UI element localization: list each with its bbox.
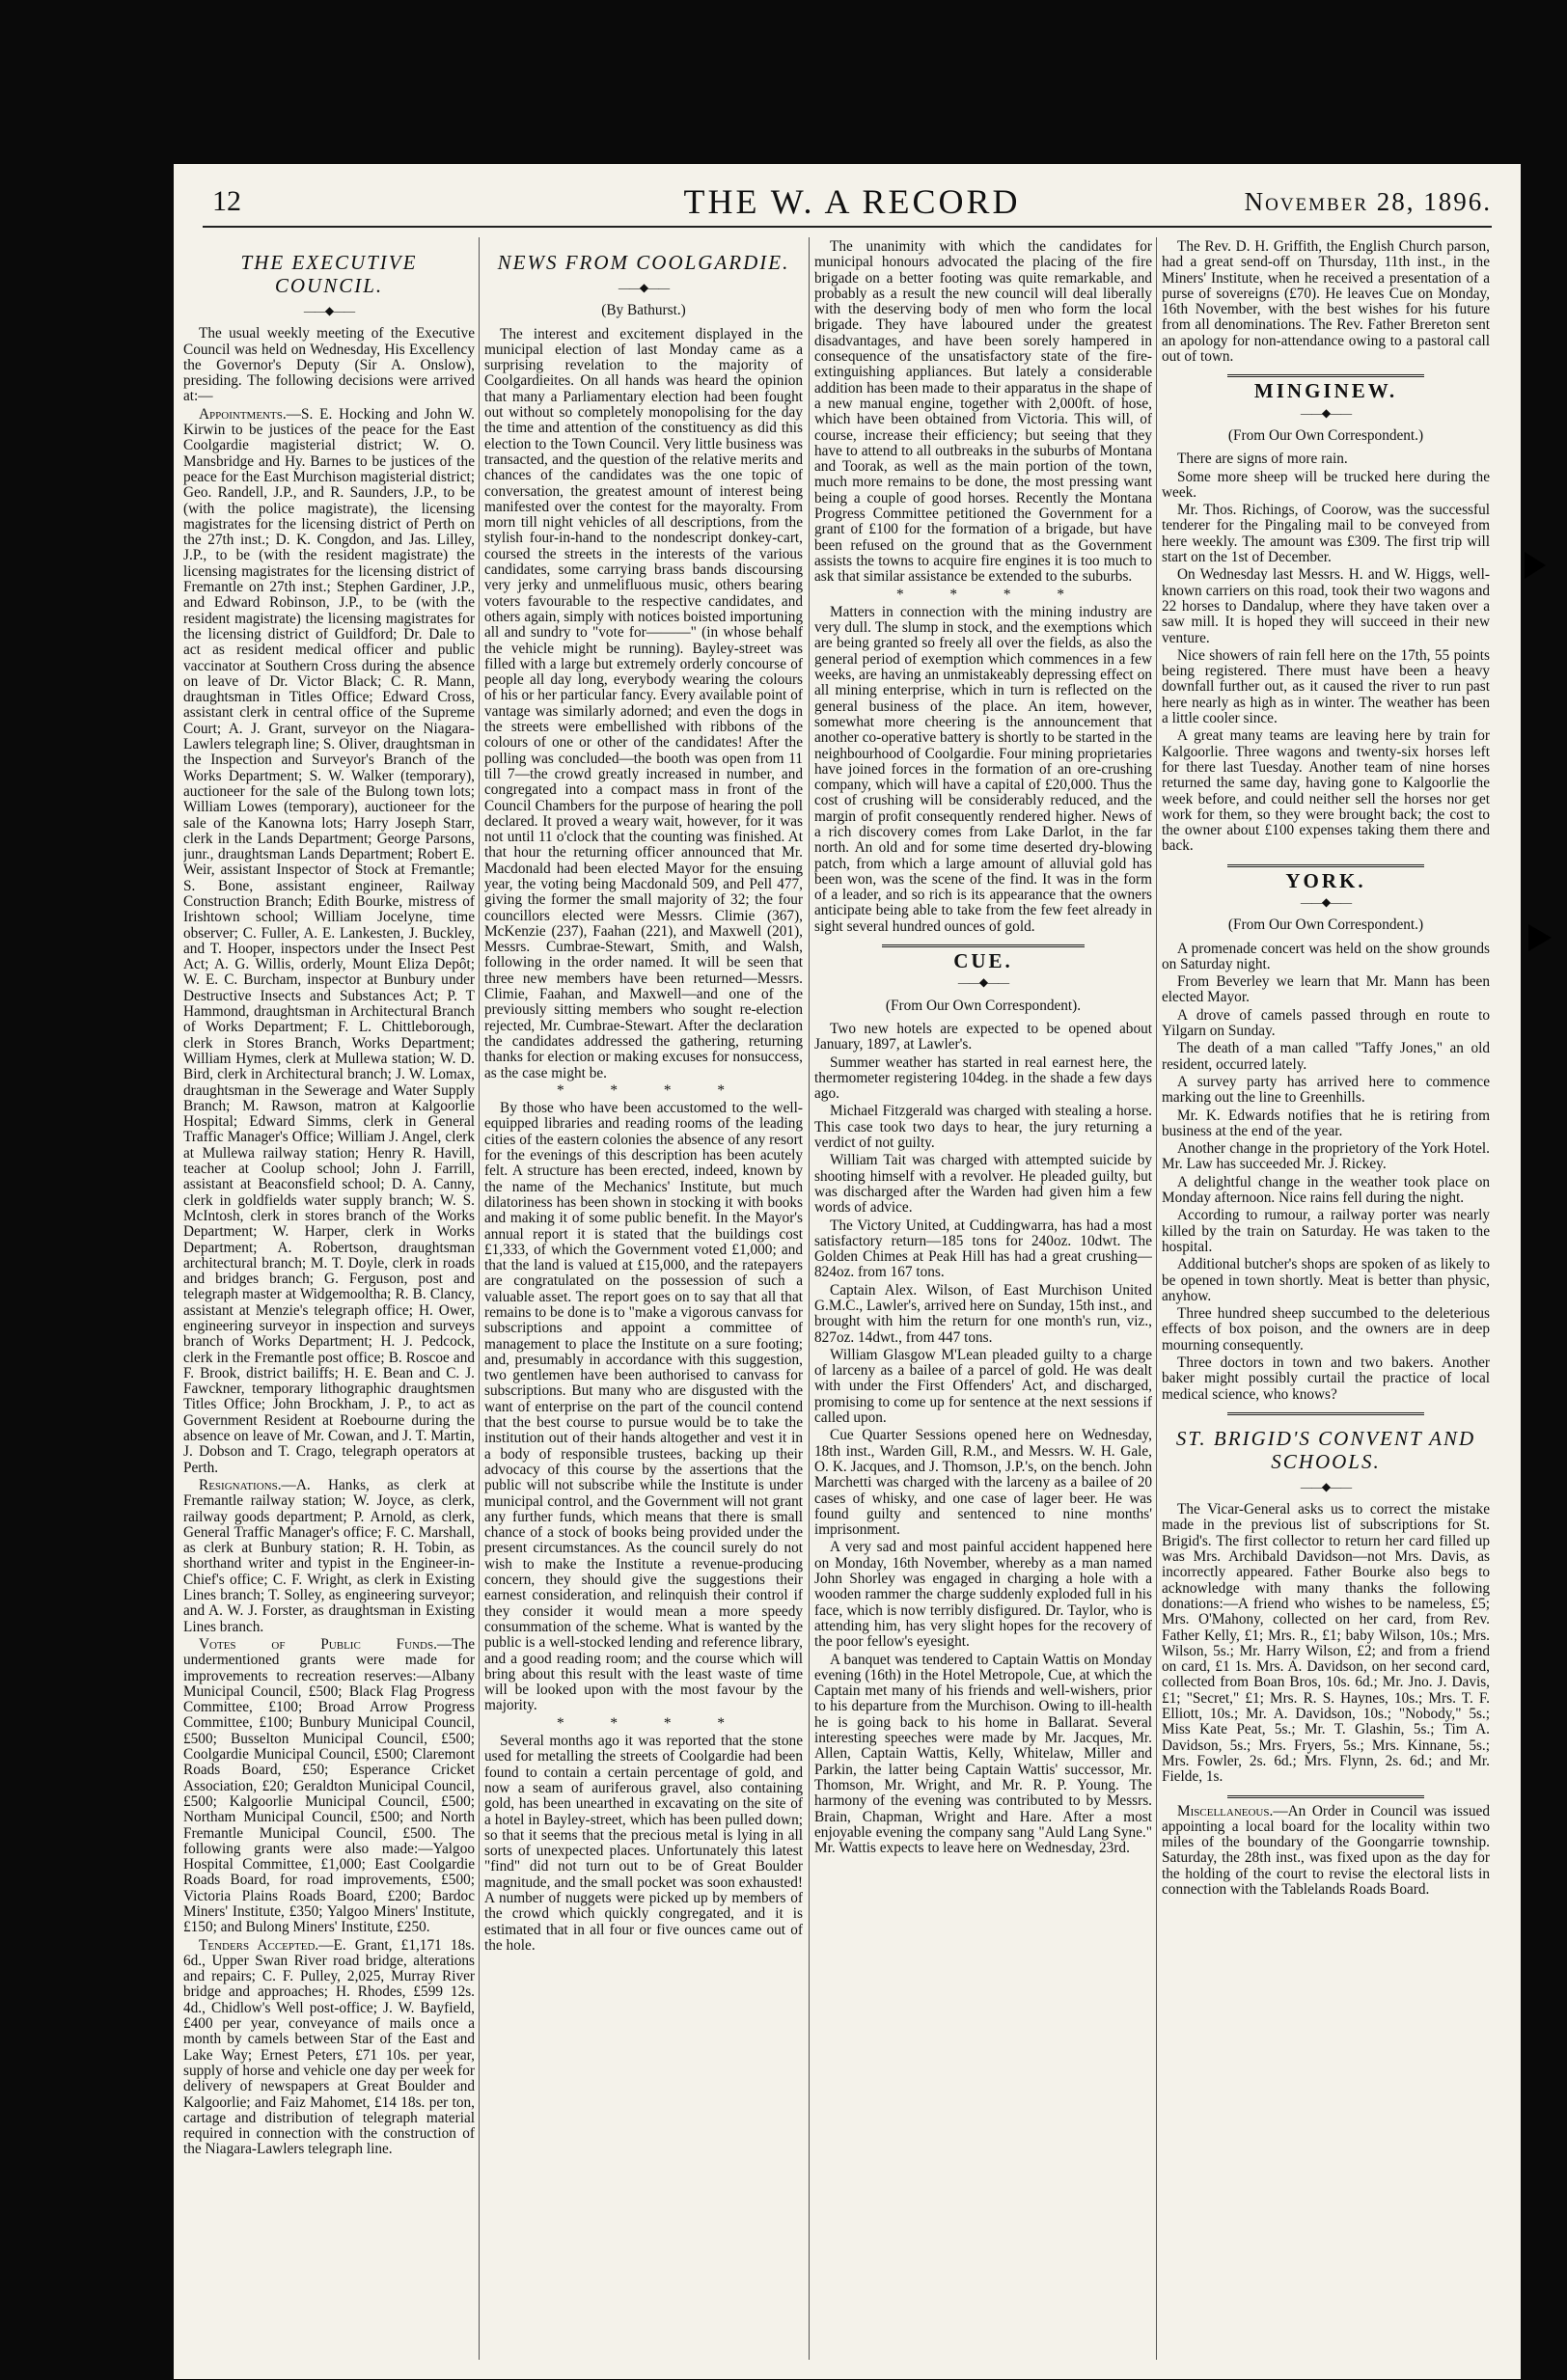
section-rule (882, 944, 1085, 947)
page-number: 12 (212, 185, 241, 217)
paragraph-text: —A. Hanks, as clerk at Fremantle railway station; W. Joyce, as clerk, railway goods department; P. Arnold, as clerk, General Traffic Manager's office; F. C. Marshall, as clerk at Bunbury station; R. H. Tobin, as shorthand writer and typist in the Engineer-in-Chief's office; C. F. Wright, as clerk in Existing Lines branch; T. Solley, as engineering surveyor; and A. W. J. Forster, as draughtsman in Existing Lines branch. (183, 1476, 475, 1635)
paragraph: Additional butcher's shops are spoken of as likely to be opened in town shortly. Meat is better than physic, anyhow. (1162, 1256, 1490, 1304)
paragraph: Some more sheep will be trucked here during the week. (1162, 468, 1490, 501)
paragraph: A great many teams are leaving here by train for Kalgoorlie. Three wagons and twenty-six horses left for there last Tuesday. Another team of nine horses returned the same day, having gone to Kalgoorlie the week before, and could neither sell the horses nor get work for them, so they were brought back; the cost to the owner about £100 expenses taking them there and back. (1162, 727, 1490, 855)
paragraph: A banquet was tendered to Captain Wattis on Monday evening (16th) in the Hotel Metropole, Cue, at which the Captain met many of his friends and well-wishers, prior to his departure from the Murchison. Owing to ill-health he is going back to his home in Ballarat. Several interesting speeches were made by Mr. Jacques, Mr. Allen, Captain Wattis, Kelly, Whitelaw, Miller and Parkin, the latter being Captain Wattis' successor, Mr. Thomson, Mr. Wright, and Mr. R. P. Young. The harmony of the evening was contributed to by Messrs. Brain, Chapman, Wright and Hare. After a most enjoyable evening the company sang "Auld Lang Syne." Mr. Wattis expects to leave here on Wednesday, 23rd. (814, 1651, 1152, 1857)
paragraph: Another change in the proprietory of the York Hotel. Mr. Law has succeeded Mr. J. Rickey. (1162, 1140, 1490, 1173)
newspaper-page (174, 164, 1521, 2379)
section-rule (1227, 374, 1424, 377)
section-label: Miscellaneous. (1177, 1802, 1274, 1819)
paper-title: THE W. A RECORD (683, 182, 1021, 221)
section-heading: YORK. (1285, 868, 1366, 892)
section-label: Votes of Public Funds. (199, 1635, 437, 1653)
article-heading: NEWS FROM COOLGARDIE. (497, 251, 790, 274)
paragraph: The unanimity with which the candidates for municipal honours advocated the placing of the fire brigade on a better footing was quite remarkable, and probably as a result the new council will deal liberally with the deserving body of men who form the local brigade. They have laboured under the greatest disadvantages, and have been sorely hampered in consequence of the unsatisfactory state of the fire-extinguishing appliances. But lately a considerable addition has been made to their apparatus in the shape of a new manual engine, together with 2,000ft. of hose, which have been obtained from Victoria. This will, of course, increase their efficiency; but seeing that they have to attend to all outbreaks in the suburbs of Montana and Toorak, as well as the main portion of the town, much more remains to be done, the most pressing want being a couple of good horses. Recently the Montana Progress Committee petitioned the Government for a grant of £100 for the formation of a brigade, but have been refused on the ground that as the Government assists the towns to acquire fire engines it is too much to ask that similar assistance be extended to the suburbs. (814, 239, 1152, 586)
paragraph (183, 1637, 475, 1936)
paragraph: William Glasgow M'Lean pleaded guilty to a charge of larceny as a bailee of a parcel of gold. He was dealt with under the First Offenders' Act, and discharged, promising to come up for sentence at the next sessions if called upon. (814, 1346, 1152, 1427)
paragraph-text: —E. Grant, £1,171 18s. 6d., Upper Swan River road bridge, alterations and repairs; C. F. Pulley, 2,025, Murray River bridge and approaches; H. Rhodes, £599 12s. 4d., Chidlow's Well post-office; J. W. Bayfield, £400 per year, conveyance of mails once a month by camels between Star of the East and Lake Way; Ernest Peters, £71 10s. per year, supply of horse and vehicle one day per week for delivery of newspapers at Great Boulder and Kalgoorlie; and Faiz Mahomet, £14 18s. per ton, cartage and distribution of telegraph material required in connection with the construction of the Niagara-Lawlers telegraph line. (183, 1936, 475, 2158)
paragraph: Mr. Thos. Richings, of Coorow, was the successful tenderer for the Pingaling mail to be conveyed from here weekly. The amount was £309. The first trip will start on the 1st of December. (1162, 502, 1490, 566)
ornament-divider: ——◆—— (1300, 894, 1352, 909)
section-heading: MINGINEW. (1253, 379, 1398, 403)
paragraph-text: —An Order in Council was issued appointing a local board for the locality within two miles of the boundary of the Goongarrie township. Saturday, the 28th inst., was fixed upon as the day for the holding of the court to revise the electoral lists in connection with the Tablelands Roads Board. (1162, 1802, 1490, 1899)
paragraph: By those who have been accustomed to the well-equipped libraries and reading rooms of the leading cities of the eastern colonies the absence of any resort for the evenings of this description has been acutely felt. A structure has been erected, indeed, known by the name of the Mechanics' Institute, but much dilatoriness has been shown in stocking it with books and making it of some public benefit. In the Mayor's annual report it is stated that the buildings cost £1,333, of which the Government voted £1,000; and that the land is valued at £15,000, and the ratepayers are congratulated on the possession of such a valuable asset. The report goes on to say that all that remains to be done is to "make a vigorous canvass for subscriptions and appoint a committee of management to place the Institute on a sure footing; and, presumably in accordance with this suggestion, two gentlemen have been authorised to canvass for subscriptions. But many who are disgusted with the want of enterprise on the part of the council contend that the best course to pursue would be to take the institution out of their hands altogether and vest it in a body of responsible trustees, backing up their advocacy of this course by the assertions that the public will not subscribe while the Institute is under municipal control, and the Government will not grant any further funds, which means that there is small chance of a stock of books being provided under the present circumstances. As the council surely do not wish to make the Institute a revenue-producing concern, they should give the suggestions their earnest consideration, and relinquish their control if they consider it would mean a more speedy consummation of the scheme. What is wanted by the public is a well-stocked lending and reference library, and a good reading room; and the course which will bring about this result with the least waste of time will be looked upon with the most favour by the majority. (484, 1100, 803, 1714)
paragraph: Summer weather has started in real earnest here, the thermometer registering 104deg. in the shade a few days ago. (814, 1053, 1152, 1103)
paragraph: According to rumour, a railway porter was nearly killed by the train on Saturday. He was taken to the hospital. (1162, 1207, 1490, 1255)
paragraph: Nice showers of rain fell here on the 17th, 55 points being registered. There must have been a heavy downfall further out, as it caused the river to run past here nearly as high as in winter. The weather has been a little cooler since. (1162, 646, 1490, 727)
section-rule (1227, 1412, 1424, 1415)
column-divider (809, 237, 810, 2360)
section-heading: CUE. (953, 949, 1013, 973)
paragraph: The Victory United, at Cuddingwarra, has had a most satisfactory return—185 tons for 240oz. 10dwt. The Golden Chimes at Peak Hill has had a great crushing—824oz. from 167 tons. (814, 1217, 1152, 1281)
column-divider (1156, 237, 1157, 2360)
paragraph: Three hundred sheep succumbed to the deleterious effects of box poison, and the owners are in deep mourning consequently. (1162, 1305, 1490, 1354)
ornament-divider: ——◆—— (618, 281, 670, 294)
paragraph-text: —S. E. Hocking and John W. Kirwin to be justices of the peace for the East Coolgardie magisterial district; W. O. Mansbridge and Hy. Barnes to be justices of the peace for the East Murchison magisterial district; Geo. Randell, J.P., and R. Saunders, J.P., to be (with the police magistrate), the licensing magistrates for the licensing district of Perth on the 27th inst.; D. K. Congdon, and Jas. Lilley, J.P., to be (with the resident magistrate) the licensing magistrates for the licensing district of Fremantle on 27th inst.; Stephen Gardiner, J.P., and Edward Robinson, J.P., to be (with the resident magistrate) the licensing magistrates for the licensing district of Guildford; Dr. Dale to act as resident medical officer and public vaccinator at Southern Cross during the absence on leave of Dr. Victor Black; C. R. Mann, draughtsman in Titles Office; Edward Cross, assistant clerk in central office of the Supreme Court; A. J. Grant, surveyor on the Niagara-Lawlers telegraph line; S. Oliver, draughtsman in the Inspection and Surveyor's Branch of the Works Department; S. W. Walker (temporary), auctioneer for the sale of the Bulong town lots; William Lowes (temporary), auctioneer for the sale of the Kanowna lots; Harry Joseph Starr, clerk in the Lands Department; George Parsons, junr., draughtsman Lands Department; Robert E. Weir, assistant Inspector of Stock at Fremantle; S. Bone, assistant engineer, Railway Construction Branch; Edith Bourke, mistress of Irishtown school; William Jocelyne, time observer; C. Fuller, A. E. Lankesten, J. Buckley, and T. Hooper, inspectors under the Insect Pest Act; A. G. Willis, orderly, Mount Eliza Depôt; W. E. C. Burcham, inspector at Bunbury under Destructive Insects and Substances Act; P. T Hammond, draughtsman in Architectural Branch of Works Department; F. L. Chittleborough, clerk in Stores Branch, Works Department; William Hymes, clerk at Mullewa station; W. D. Bird, clerk in Architectural branch; J. W. Lomax, draughtsman in the Sewerage and Water Supply Branch; M. Rawson, matron at Kalgoorlie Hospital; Edward Simms, clerk in General Traffic Manager's Office; William J. Angel, clerk at Mullewa railway station; Henry R. Havill, teacher at Coolup school; John J. Farrill, assistant at Beaconsfield school; D. A. Canny, clerk in goldfields water supply branch; W. S. McIntosh, clerk in stores branch of the Works Department; W. Harper, clerk in Works Department; A. Robertson, draughtsman architectural branch; M. T. Doyle, clerk in roads and bridges branch; G. Ferguson, post and telegraph master at Widgemooltha; R. B. Clancy, assistant at Menzie's telegraph office; H. Ower, engineering surveyor in inspection and surveys branch of Works Department; H. J. Pedcock, clerk in the Fremantle post office; B. Roscoe and F. Brook, district bailiffs; H. E. Bean and C. J. Fawckner, temporary lithographic draughtsmen Titles Office; John Brockham, J. P., to act as Government Resident at Roebourne during the absence on leave of Mr. Cowan, and J. T. Martin, J. Dobson and T. Crago, telegraph operators at Perth. (183, 405, 475, 1476)
column-minginew-york (1162, 239, 1490, 2362)
paragraph (183, 1478, 475, 1635)
section-stars: * * * * (895, 586, 1086, 603)
paragraph: A promenade concert was held on the show grounds on Saturday night. (1162, 940, 1490, 972)
correspondent-line: (From Our Own Correspondent.) (1227, 916, 1424, 934)
paragraph: A drove of camels passed through en route to Yilgarn on Sunday. (1162, 1006, 1490, 1040)
registration-mark-middle (1525, 552, 1546, 579)
section-label: Appointments. (199, 405, 287, 423)
paragraph: The Rev. D. H. Griffith, the English Church parson, had a great send-off on Thursday, 11th inst., in the Miners' Institute, when he received a presentation of a purse of sovereigns (£70). He leaves Cue on Monday, 16th November, with the best wishes for his future from all denominations. The Rev. Father Brereton sent an apology for non-attendance owing to a pastoral call out of town. (1162, 239, 1490, 366)
paragraph (183, 407, 475, 1476)
paragraph: Captain Alex. Wilson, of East Murchison United G.M.C., Lawler's, arrived here on Sunday, 15th inst., and brought with him the return for one month's run, viz., 827oz. 14dwt., from 447 tons. (814, 1281, 1152, 1346)
page-header (212, 181, 1492, 220)
ornament-divider: ——◆—— (1300, 1479, 1352, 1493)
correspondent-line: (From Our Own Correspondent.) (1227, 426, 1424, 444)
paragraph: A very sad and most painful accident happened here on Monday, 16th November, whereby as a man named John Shorley was engaged in charging a hole with a wooden rammer the charge suddenly exploded full in his face, which is now terribly disfigured. Dr. Taylor, who is attending him, has very slight hopes for the recovery of the poor fellow's eyesight. (814, 1539, 1152, 1651)
section-heading: ST. BRIGID'S CONVENT AND SCHOOLS. (1175, 1426, 1476, 1473)
paragraph: Michael Fitzgerald was charged with stealing a horse. This case took two days to hear, the jury returning a verdict of not guilty. (814, 1103, 1152, 1152)
column-coolgardie (484, 239, 803, 2362)
section-rule (1227, 1795, 1424, 1798)
section-label: Tenders Accepted. (199, 1936, 319, 1954)
paragraph (1162, 1804, 1490, 1899)
paragraph (183, 1938, 475, 2158)
paragraph: Three doctors in town and two bakers. Another baker might possibly curtail the practice of local medical science, who knows? (1162, 1354, 1490, 1403)
paragraph-text: —The undermentioned grants were made for improvements to recreation reserves:—Albany Municipal Council, £500; Black Flag Progress Committee, £100; Broad Arrow Progress Committee, £100; Bunbury Municipal Council, £500; Busselton Municipal Council, £500; Coolgardie Municipal Council, £500; Claremont Roads Board, £50; Esperance Cricket Association, £20; Geraldton Municipal Council, £500; Kalgoorlie Municipal Council, £500; Northam Municipal Council, £500; and North Fremantle Municipal Council, £500. The following grants were also made:—Yalgoo Hospital Committee, £1,000; East Coolgardie Roads Board, for road improvements, £500; Victoria Plains Roads Board, £200; Bardoc Miners' Institute, £350; Yalgoo Miners' Institute, £150; and Bulong Miners' Institute, £250. (183, 1635, 475, 1936)
paragraph: Two new hotels are expected to be opened about January, 1897, at Lawler's. (814, 1020, 1152, 1053)
paragraph: The death of a man called "Taffy Jones," an old resident, occurred lately. (1162, 1040, 1490, 1073)
paragraph: Several months ago it was reported that the stone used for metalling the streets of Coolgardie had been found to contain a certain percentage of gold, and now a seam of auriferous gravel, also containing gold, has been unearthed in excavating on the site of a hotel in Bayley-street, which has been pulled down; so that it seems that the precious metal is lying in all sorts of unexpected places. Unfortunately this latest "find" did not turn out to be of Great Boulder magnitude, and the small pocket was soon exhausted! A number of nuggets were picked up by members of the crowd which quickly congregated, and it is estimated that in all four or five ounces came out of the hole. (484, 1733, 803, 1954)
paragraph: The Vicar-General asks us to correct the mistake made in the previous list of subscriptions for St. Brigid's. The first collector to return her card filled up was Mrs. Archibald Davidson—not Mrs. Davis, as incorrectly appeared. Father Bourke also begs to acknowledge with many thanks the following donations:—A friend who wishes to be nameless, £5; Mrs. O'Mahony, collected on her card, from Rev. Father Kelly, £1; Mrs. R., £1; baby Wilson, 10s.; Mrs. Wilson, 5s.; Mr. Harry Wilson, £2; and from a friend on card, £1 1s. Mrs. A. Davidson, on her second card, collected from Boan Bros, 10s. 6d.; Mr. Jno. J. Davis, £1; "Secret," £1; Mrs. R. S. Haynes, 10s.; Mrs. T. F. Elliott, 10s.; Mr. A. Davidson, 10s.; "Nobody," 5s.; Miss Kate Peat, 5s.; Mr. T. Glashin, 5s.; Tim A. Davidson, 5s.; Mrs. Fryers, 5s.; Mrs. Kinnane, 5s.; Mrs. Fowler, 2s. 6d.; Mrs. Flynn, 2s. 6d.; and Mr. Fielde, 1s. (1162, 1501, 1490, 1786)
header-rule (203, 226, 1492, 228)
issue-date: November 28, 1896. (1244, 187, 1492, 216)
registration-mark-lower (1528, 924, 1552, 951)
paragraph: A delightful change in the weather took place on Monday afternoon. Nice rains fell during the night. (1162, 1173, 1490, 1207)
paragraph: William Tait was charged with attempted suicide by shooting himself with a revolver. He pleaded guilty, but was discharged after the Warden had given him a few words of advice. (814, 1152, 1152, 1217)
paragraph: From Beverley we learn that Mr. Mann has been elected Mayor. (1162, 973, 1490, 1006)
ornament-divider: ——◆—— (957, 975, 1009, 990)
paragraph: A survey party has arrived here to commence marking out the line to Greenhills. (1162, 1073, 1490, 1107)
paragraph: There are signs of more rain. (1177, 451, 1348, 468)
section-label: Resignations. (199, 1476, 282, 1493)
paragraph: Matters in connection with the mining industry are very dull. The slump in stock, and the exemptions which are being granted so freely all over the fields, as also the general period of exemption which commences in a few weeks, are having an unmistakeably depressing effect on all mining enterprise, which in turn is reflected on the general business of the place. An item, however, somewhat more cheering is the announcement that another co-operative battery is shortly to be started in the neighbourhood of Coolgardie. Four mining proprietaries have joined forces in the formation of an ore-crushing company, which will have a capital of £20,000. Thus the cost of crushing will be considerably reduced, and the margin of profit consequently rendered higher. News of a rich discovery comes from Lake Darlot, in the far north. An old and for some time deserted dry-blowing patch, from which a large amount of alluvial gold has been won, was the scene of the find. It was in the form of a leader, and so rich is its appearance that the owners anticipate being able to take from the few feet already in sight several hundred ounces of gold. (814, 603, 1152, 935)
section-stars: * * * * (556, 1081, 747, 1099)
section-rule (1227, 864, 1424, 867)
paragraph: The usual weekly meeting of the Executive Council was held on Wednesday, His Excellency the Governor's Deputy (Sir A. Onslow), presiding. The following decisions were arrived at:— (183, 325, 475, 405)
column-divider (479, 237, 480, 2360)
article-heading: THE EXECUTIVE COUNCIL. (240, 251, 418, 297)
paragraph: The interest and excitement displayed in the municipal election of last Monday came as a surprising revelation to the majority of Coolgardieites. On all hands was heard the opinion that many a Parliamentary election had been fought out without so completely monopolising for the day the time and attention of the constituency as did this election to the Town Council. Very little business was transacted, and the question of the relative merits and chances of the candidates was the one topic of conversation, the greatest amount of interest being manifested over the contest for the mayoralty. From morn till night vehicles of all descriptions, from the stylish four-in-hand to the nondescript donkey-cart, coursed the streets in the interests of the various candidates, some carrying brass bands discoursing very jerky and unmelifluous music, others bearing voters favourable to the respective candidates, and others again, simply with notices boisted importuning all and sundry to "vote for———" (in whose behalf the vehicle might be running). Bayley-street was filled with a large but extremely orderly concourse of people all day long, everybody wearing the colours of his or her particular fancy. Every available point of vantage was similarly adorned; and even the dogs in the streets were embellished with ribbons of the colours of one or other of the candidates! After the polling was concluded—the booth was open from 11 till 7—the crowd greatly increased in number, and congregated into a compact mass in front of the Council Chambers for the purpose of hearing the poll declared. It proved a weary wait, however, for it was not until 11 o'clock that the counting was finished. At that hour the returning officer announced that Mr. Macdonald had been elected Mayor for the ensuing year, the voting being Macdonald 509, and Pell 477, giving the former the small majority of 32; the four councillors elected were Messrs. Climie (367), McKenzie (237), Faahan (221), and Maxwell (201), Messrs. Cumbrae-Stewart, Smith, and Walsh, following in the order named. It will be seen that three new members have been returned—Messrs. Climie, Faahan, and Maxwell—and one of the previously sitting members who sought re-election rejected, Mr. Cumbrae-Stewart. After the declaration the candidates addressed the gathering, returning thanks for election or making excuses for nonsuccess, as the case might be. (484, 325, 803, 1081)
column-coolgardie-cue (814, 239, 1152, 2362)
byline: (By Bathurst.) (601, 302, 686, 319)
section-stars: * * * * (556, 1714, 747, 1732)
paragraph: Mr. K. Edwards notifies that he is retiring from business at the end of the year. (1162, 1107, 1490, 1139)
column-executive-council (183, 239, 475, 2362)
paragraph: On Wednesday last Messrs. H. and W. Higgs, well-known carriers on this road, took their two wagons and 22 horses to Dandalup, where they have taken over a saw mill. It is hoped they will succeed in their new venture. (1162, 566, 1490, 646)
paragraph: Cue Quarter Sessions opened here on Wednesday, 18th inst., Warden Gill, R.M., and Messrs. W. H. Gale, O. K. Jacques, and J. Thomson, J.P.'s, on the bench. John Marchetti was charged with the larceny as a bailee of 20 cases of whisky, and one case of lager beer. He was found guilty and sentenced to nine months' imprisonment. (814, 1427, 1152, 1539)
correspondent-line: (From Our Own Correspondent). (885, 997, 1082, 1014)
ornament-divider: ——◆—— (303, 304, 355, 317)
ornament-divider: ——◆—— (1300, 405, 1352, 420)
